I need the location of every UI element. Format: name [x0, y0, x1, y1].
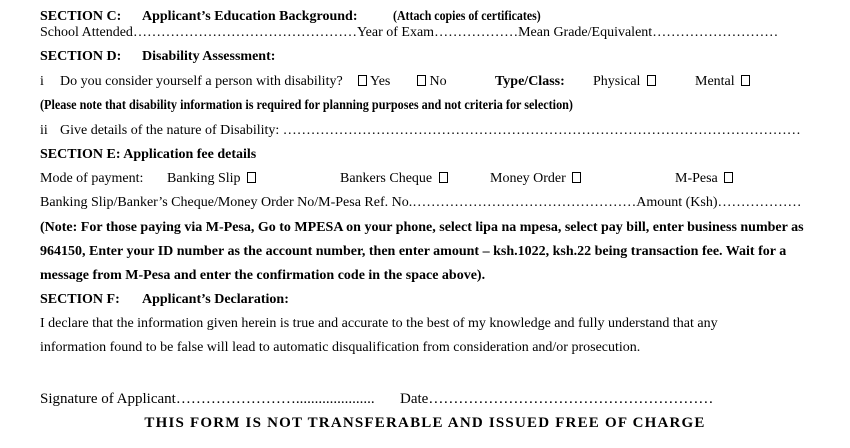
mpesa-note-line-3: message from M-Pesa and enter the confirmation code in the space above).	[40, 268, 486, 283]
physical-option	[593, 74, 656, 90]
section-c-header	[40, 9, 541, 25]
section-f-heading: SECTION F:	[40, 292, 120, 307]
physical-label: Physical	[593, 74, 641, 89]
date-label: Date	[400, 391, 429, 407]
banking-slip-label: Banking Slip	[167, 171, 241, 186]
amount-field[interactable]: ………………	[717, 195, 802, 210]
disability-note: (Please note that disability information is required for planning purposes and not criteria for selection)	[40, 98, 573, 113]
money-order-checkbox[interactable]	[572, 172, 581, 183]
mpesa-checkbox[interactable]	[724, 172, 733, 183]
attach-certificates-note: (Attach copies of certificates)	[393, 9, 541, 24]
payment-mode-row	[40, 171, 718, 187]
disability-details-row	[40, 123, 801, 139]
signature-label: Signature of Applicant	[40, 391, 176, 407]
bankers-cheque-label: Bankers Cheque	[340, 171, 433, 186]
school-attended-field[interactable]: …………………………………………	[132, 25, 357, 40]
declaration-line-1: I declare that the information given herein is true and accurate to the best of my knowledge and fully understand that any	[40, 316, 718, 331]
education-fields-row	[40, 25, 778, 41]
disability-question: Do you consider yourself a person with disability?	[60, 74, 343, 89]
payment-ref-row	[40, 195, 802, 211]
payment-ref-label: Banking Slip/Banker’s Cheque/Money Order No/M-Pesa Ref. No.	[40, 195, 413, 210]
section-e-heading: SECTION E: Application fee details	[40, 147, 257, 162]
form-footer-notice: THIS FORM IS NOT TRANSFERABLE AND ISSUED FREE OF CHARGE	[144, 415, 706, 431]
mental-checkbox[interactable]	[741, 75, 750, 86]
declaration-line-2: information found to be false will lead to automatic disqualification from consideration and/or prosecution.	[40, 340, 641, 355]
banking-slip-checkbox[interactable]	[247, 172, 256, 183]
yes-option	[355, 74, 390, 90]
signature-field[interactable]: …………………….....................	[175, 391, 375, 407]
mental-option	[695, 74, 750, 90]
details-wrap	[60, 123, 801, 139]
section-d-title: Disability Assessment:	[142, 49, 276, 64]
disability-note-row	[40, 98, 653, 114]
type-class-label: Type/Class:	[495, 74, 565, 89]
section-c-heading: SECTION C:	[40, 9, 122, 24]
mpesa-option	[675, 171, 733, 187]
money-order-label: Money Order	[490, 171, 566, 186]
school-attended-label: School Attended	[40, 25, 133, 40]
section-c-title: Applicant’s Education Background:	[142, 9, 358, 24]
yes-checkbox[interactable]	[358, 75, 367, 86]
no-label: No	[429, 74, 447, 89]
bankers-cheque-option	[340, 171, 448, 187]
mean-grade-label: Mean Grade/Equivalent	[518, 25, 653, 40]
section-f-title: Applicant’s Declaration:	[142, 292, 289, 307]
date-group	[400, 391, 713, 407]
signature-row	[40, 391, 714, 407]
banking-slip-option	[167, 171, 256, 187]
money-order-option	[490, 171, 581, 187]
yes-label: Yes	[369, 74, 391, 89]
disability-details-label: Give details of the nature of Disability:	[60, 123, 280, 138]
mpesa-label: M-Pesa	[675, 171, 718, 186]
section-d-header	[40, 49, 276, 65]
year-of-exam-field[interactable]: ………………	[434, 25, 519, 40]
disability-question-row	[40, 74, 735, 90]
mean-grade-field[interactable]: ………………………	[652, 25, 779, 40]
mpesa-note-line-2: 964150, Enter your ID number as the account number, then enter amount – ksh.1022, ksh.22 being transaction fee. Wait for a	[40, 244, 787, 259]
mental-label: Mental	[695, 74, 735, 89]
bankers-cheque-checkbox[interactable]	[439, 172, 448, 183]
question-number: i	[40, 74, 44, 89]
no-option	[414, 74, 447, 90]
year-of-exam-label: Year of Exam	[356, 25, 435, 40]
section-d-heading: SECTION D:	[40, 49, 122, 64]
disability-details-field[interactable]: …………………………………………………………………………………………………	[282, 123, 801, 138]
date-field[interactable]: …………………………………………………	[428, 391, 714, 407]
payment-ref-field[interactable]: …………………………………………	[412, 195, 637, 210]
payment-mode-label: Mode of payment:	[40, 171, 144, 186]
mpesa-note-line-1: (Note: For those paying via M-Pesa, Go to MPESA on your phone, select lipa na mpesa, select pay bill, enter business number as	[40, 220, 804, 235]
details-number: ii	[40, 123, 48, 138]
physical-checkbox[interactable]	[647, 75, 656, 86]
no-checkbox[interactable]	[417, 75, 426, 86]
section-f-header	[40, 292, 289, 308]
amount-label: Amount (Ksh)	[636, 195, 718, 210]
